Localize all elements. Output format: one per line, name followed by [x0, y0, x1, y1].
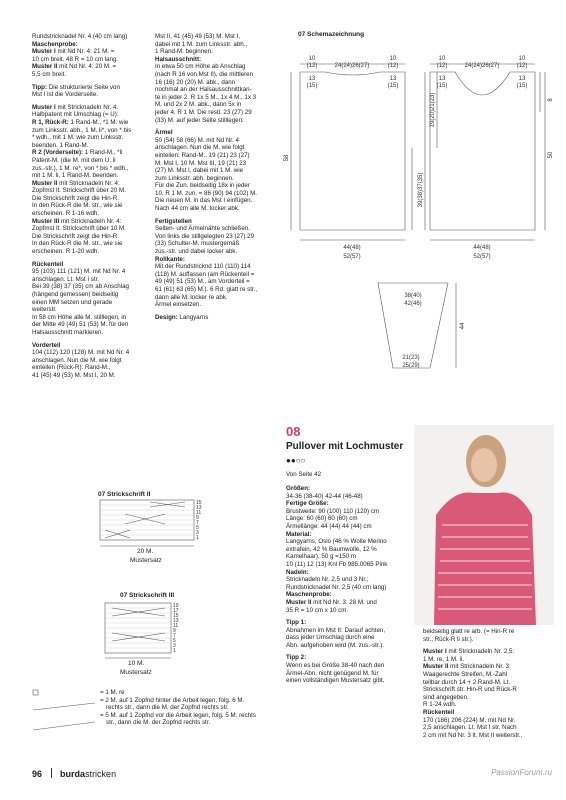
row-number: 15	[196, 500, 202, 506]
dim-label: 24(24)26(27)	[464, 63, 500, 69]
text-line: Mst I ist die Vorderseite.	[32, 91, 99, 99]
text-line: anschlagen. Nun die M. wie folgt	[155, 144, 245, 152]
dim-label: 13	[518, 76, 526, 82]
text-line: der Mitte 49 (49) 51 (53) M. für den	[32, 321, 129, 329]
text: Langyarns	[177, 313, 209, 321]
text-line: Abnahmen im Mst II: Darauf achten,	[286, 626, 386, 634]
dim-label: (12)	[516, 63, 528, 69]
dim-label: 24(24)26(27)	[334, 63, 370, 69]
text-line: te in jeder 2. R 1x 5 M., 1x 4 M., 1x 3	[155, 93, 257, 101]
text-line: Abn. aufgehoben wird (M. zus.-str.).	[286, 641, 385, 649]
row-number: 13	[196, 505, 202, 511]
text-line: Rundstricknadel Nr. 4 (40 cm lang)	[32, 33, 128, 40]
text-line: 1 M. re, 1 M. li.	[423, 655, 464, 663]
text-line: Ärmel einsetzen.	[155, 301, 202, 309]
text-line: Länge: 60 (60) 60 (60) cm	[286, 515, 358, 523]
text-line: Zopfmst lt. Strickschrift über 10 M.	[32, 225, 126, 233]
row-number: 17	[173, 608, 179, 614]
text-line: erscheinen. R 1-20 wdh.	[32, 248, 100, 256]
bold-label: Tipp:	[32, 83, 48, 91]
heading-fertige-groesse: Fertige Größe:	[286, 500, 329, 508]
text-line: einteilen: Rand-M., 19 (21) 23 (27)	[155, 151, 250, 159]
legend-item: = 2 M. auf 1 Zopfnd hinter die Arbeit legen, folg. 6 M.	[100, 696, 245, 704]
text: 1 Rand-M., *li	[83, 149, 123, 157]
row-number: 13	[173, 618, 179, 624]
dim-label: 8	[548, 98, 554, 102]
text: mit Stricknadeln Nr. 3:	[448, 663, 511, 671]
row-number: 19	[173, 603, 179, 609]
dim-label: 21(23)	[402, 355, 420, 361]
heading-groessen: Größen:	[286, 485, 311, 492]
heading-tipp-2: Tipp 2:	[286, 654, 307, 662]
bold-label: R 1, Rück-R:	[32, 118, 69, 126]
strickschrift-3-width: 10 M.	[128, 660, 145, 667]
text-line: einteilen (Rück-R): Rand-M.,	[32, 364, 111, 372]
dim-label: 10	[438, 56, 446, 62]
text-line: anschlagen. Nun die M. wie folgt	[32, 356, 122, 364]
dim-label: 42(46)	[404, 301, 422, 307]
back-piece-outline	[300, 72, 405, 230]
heading-maschenprobe: Maschenprobe:	[32, 40, 78, 48]
legend-item: rechts str., dann die M. der Zopfnd rechts str.	[106, 704, 229, 712]
bold-label: R 2 (Vorderseite):	[32, 149, 84, 157]
text: mit Stricknadeln Nr. 4:	[57, 179, 120, 187]
dim-label: 50	[548, 151, 554, 159]
text: mit Nd Nr. 3: 28 M. und	[311, 598, 377, 606]
dim-label: 10	[308, 56, 316, 62]
text: mit Nd Nr. 4: 21 M. =	[55, 48, 115, 56]
text-line: Bei 39 (38) 37 (35) cm ab Anschlag	[32, 283, 129, 291]
legend-symbols	[33, 690, 95, 730]
text-line: Von links die stillgelegten 23 (27) 29	[155, 232, 255, 240]
text-line: Brustweite: 90 (100) 110 (120) cm	[286, 507, 380, 515]
text-line: Kamelhaar); 50 g =150 m	[286, 553, 356, 561]
row-number: 3	[196, 530, 199, 536]
text-line: Halsausschnitt markieren.	[32, 328, 104, 336]
text-line: 16 (16) 20 (20) M. abk., dann	[155, 78, 236, 86]
text-line: Mst II, 41 (45) 49 (53) M. Mst I,	[155, 33, 240, 40]
strickschrift-2-width: 20 M.	[137, 548, 154, 555]
text-line: zum Linksstr. abh., 1 M. li*, von * bis	[32, 126, 132, 134]
text-line: (118) M. auffassen (am Rückenteil =	[155, 270, 255, 278]
row-number: 1	[196, 535, 199, 541]
text-line: zum Linksstr. abh. beginnen.	[155, 174, 234, 182]
strickschrift-3-grid	[105, 603, 171, 653]
legend-item: str., dann die M. der Zopfnd rechts str.	[106, 719, 211, 727]
brand-suffix: stricken	[85, 769, 117, 779]
text-line: Langyarns, Oslo (46 % Wolle Merino	[286, 538, 387, 546]
dim-label: 10	[389, 56, 397, 62]
strickschrift-2-sub: Mustersatz	[130, 557, 162, 564]
dim-label: (15)	[387, 83, 399, 89]
watermark: PassionForum.ru	[491, 768, 552, 777]
text-line: (33) M. auf jeder Seite stilllegen.	[155, 116, 244, 124]
dim-label: (15)	[306, 83, 318, 89]
difficulty-dots: ●●○○	[286, 456, 306, 465]
text-line: beenden, 1 Rand-M.	[32, 141, 89, 149]
row-number: 3	[173, 643, 176, 649]
row-number: 11	[173, 623, 179, 629]
dim-label: (12)	[306, 63, 318, 69]
row-number: 15	[173, 613, 179, 619]
text-line: 104 (112) 120 (128) M. mit Nd Nr. 4	[32, 349, 130, 357]
strickschrift-3-title: 07 Strickschrift III	[120, 592, 175, 599]
heading-aermel: Ärmel	[155, 129, 173, 137]
text-line: erscheinen. R 1-16 wdh.	[32, 210, 100, 218]
heading-vorderteil: Vorderteil	[32, 341, 61, 349]
text-line: (nach R 16 von Mst II), die mittleren	[155, 70, 254, 78]
row-number: 1	[173, 648, 176, 654]
dim-label: 25(29)	[402, 363, 420, 369]
text-line: Stricknadeln Nr. 2,5 und 3 Nr.;	[286, 576, 369, 584]
heading-rollkante: Rollkante:	[155, 255, 185, 263]
text-line: jeder 4. R 1 M. Die restl. 23 (27) 29	[155, 108, 252, 116]
text: mit Stricknadeln Nr. 2,5:	[446, 648, 515, 656]
text-line: beidseitig glatt re arb. (= Hin-R re	[423, 628, 515, 635]
dim-label: 52(57)	[343, 254, 361, 260]
heading-material: Material:	[286, 530, 312, 538]
text-line: In den Rück-R die M. str., wie sie	[32, 202, 123, 210]
text-line: 10 (11) 12 (13) Knl Fb 985.0065 Pink	[286, 560, 388, 568]
text-line: (hängend gemessen) beidseitig	[32, 291, 119, 298]
text-line: nochmal an der Halsausschnittkan-	[155, 86, 252, 94]
text-line: In 58 cm Höhe alle M. stilllegen, in	[32, 313, 127, 321]
text-line: Die neuen M. in das Mst I einfügen.	[155, 197, 253, 205]
von-seite: Von Seite 42	[286, 471, 322, 478]
column-4	[423, 628, 553, 744]
text-line: Patent-M. (die M. mit dem U. li	[32, 156, 116, 164]
text-line: 170 (186) 206 (224) M. mit Nd Nr.	[423, 716, 516, 724]
bold-label: Muster III	[32, 217, 60, 225]
text-line: Wenn es bei Größe 38-40 nach den	[286, 662, 385, 670]
heading-fertigstellen: Fertigstellen	[155, 217, 192, 225]
row-number: 9	[196, 515, 199, 521]
bold-label: Muster II	[32, 179, 58, 187]
dim-label: 13	[438, 76, 446, 82]
text-line: Die Strickschrift zeigt die Hin-R.	[32, 194, 119, 202]
text-line: Halbpatent mit Umschlag (= U):	[32, 111, 119, 119]
bold-label: Muster I	[423, 648, 447, 656]
text-line: Zopfmst lt. Strickschrift über 20 M.	[32, 187, 126, 195]
dim-label: 10	[518, 56, 526, 62]
text-line: Strickschrift str. Hin-R und Rück-R	[423, 686, 517, 694]
text-line: anschlagen. Lt. Mst I str.	[32, 275, 100, 283]
row-number: 9	[173, 628, 176, 634]
text-line: M. und 2x 2 M. abk., dann 5x in	[155, 101, 242, 109]
text-line: zus.-str.), 1 M. re*, von * bis * wdh.,	[32, 164, 129, 172]
text: mit Nd Nr. 4: 20 M. =	[57, 63, 117, 71]
column-1	[32, 33, 152, 385]
text-line: einen MM setzen und gerade	[32, 298, 113, 306]
dim-label: 44(48)	[343, 245, 361, 251]
dim-label: 52(57)	[473, 254, 491, 260]
row-number: 7	[196, 520, 199, 526]
strickschrift-2-title: 07 Strickschrift II	[98, 491, 151, 498]
text-line: Rundstricknadel Nr. 2,5 (40 cm lang)	[286, 583, 387, 591]
dim-label: 44(48)	[473, 245, 491, 251]
dim-label: 13	[308, 76, 316, 82]
text-line: dabei mit 1 M. zum Linksstr. abh.,	[155, 40, 248, 48]
heading-rueckenteil: Rückenteil	[32, 260, 64, 268]
text-line: 10. R 1 M. zun. = 86 (90) 94 (102) M.	[155, 189, 257, 197]
text-line: 2,5 anschlagen. Lt. Mst I str. Nach	[423, 724, 517, 732]
legend-item: = 5 M. auf 1 Zopfnd vor die Arbeit legen, folg. 5 M. rechts	[100, 711, 256, 719]
strickschrift-2-grid	[100, 500, 194, 540]
dim-label: 19(20)21(23)	[430, 92, 436, 128]
legend-item: = 1 M. re	[100, 689, 125, 696]
text-line: Seiten- und Ärmelnähte schließen.	[155, 225, 250, 233]
row-number: 5	[196, 525, 199, 531]
text: Die strukturierte Seite von	[47, 83, 120, 91]
dim-label: (15)	[516, 83, 528, 89]
text-line: einen vollständigen Mustersatz gibt,	[286, 677, 385, 685]
legend	[100, 689, 300, 727]
text-line: 5,5 cm breit.	[32, 70, 67, 78]
column-2	[155, 33, 283, 326]
dim-label: 39(38)37(35)	[418, 172, 424, 208]
dim-label: (12)	[387, 63, 399, 69]
heading-maschenprobe: Maschenprobe:	[286, 591, 332, 599]
text-line: 2 cm mit Nd Nr. 3 lt. Mst II weiterstr.,	[423, 731, 523, 739]
text-line: sind angegeben.	[423, 693, 469, 701]
text-line: dass jeder Umschlag durch eine	[286, 634, 375, 642]
text-line: dann alle M. locker re abk.	[155, 293, 228, 301]
text-line: zus.-str. und dabei locker abk.	[155, 248, 238, 256]
sleeve-outline	[378, 283, 448, 368]
pattern-title: Pullover mit Lochmuster	[286, 441, 404, 452]
text: mit Stricknadeln Nr. 4:	[55, 103, 118, 111]
text-line: Ärmellänge: 44 (44) 44 (44) cm	[286, 522, 372, 530]
bold-label: Design:	[155, 313, 178, 321]
page-footer	[32, 768, 116, 779]
divider	[51, 768, 52, 778]
model-photo	[414, 425, 554, 625]
front-piece-outline	[430, 72, 535, 230]
text-line: teilbar durch 14 + 2 Rand-M. Lt.	[423, 678, 511, 686]
bold-label: Muster I	[32, 103, 56, 111]
sweater-illustration	[414, 425, 554, 625]
heading-halsausschnitt: Halsausschnitt:	[155, 55, 202, 63]
dim-label: 13	[389, 76, 397, 82]
text-line: Ärmel-Abn. nicht genügend M. für	[286, 669, 379, 677]
text-line: 35 R = 10 cm x 10 cm.	[286, 606, 349, 614]
text-line: (33) Schulter-M. mustergemäß	[155, 240, 240, 248]
brand-name: burda	[60, 769, 86, 779]
column-3	[286, 485, 414, 690]
text-line: Waagerechte Streifen, M.-Zahl	[423, 670, 508, 678]
text-line: In den Rück-R die M. str., wie sie	[32, 240, 123, 248]
dim-label: 38(40)	[404, 293, 422, 299]
text-line: weiterstr.	[32, 306, 57, 314]
schema-title: 07 Schemazeichnung	[298, 31, 365, 38]
text-line: 10 cm breit. 48 R = 10 cm lang.	[32, 55, 119, 63]
text-line: 50 (54) 58 (66) M. mit Nd Nr. 4	[155, 136, 239, 144]
text-line: * wdh., mit 1 M. wie zum Linksstr.	[32, 134, 124, 142]
row-number: 5	[173, 638, 176, 644]
text-line: mit 1 M. li, 1 Rand-M. beenden.	[32, 172, 119, 180]
text-line: 49 (49) 51 (53) M., am Vorderteil =	[155, 278, 250, 286]
text-line: 61 (61) 63 (65) M.). 6 Rd. glatt re str.,	[155, 286, 258, 293]
pattern-number: 08	[286, 424, 301, 439]
text: 1 Rand-M., *1 M. wie	[68, 118, 129, 126]
bold-label: Muster II	[286, 598, 312, 606]
text-line: In etwa 50 cm Höhe ab Anschlag	[155, 63, 246, 71]
bold-label: Muster II	[423, 663, 449, 671]
text-line: Nach 44 cm alle M. locker abk.	[155, 205, 240, 213]
row-number: 7	[173, 633, 176, 639]
bold-label: Muster I	[32, 48, 56, 56]
dim-label: 44	[460, 322, 466, 330]
text-line: R 1-24 wdh.	[423, 701, 457, 709]
text-line: M. Mst I, 10 M. Mst III, 19 (21) 23	[155, 159, 247, 167]
dim-label: (15)	[436, 83, 448, 89]
text-line: 41 (45) 49 (53) M. Mst I, 20 M.	[32, 371, 116, 379]
bold-label: Muster II	[32, 63, 58, 71]
heading-tipp-1: Tipp 1:	[286, 619, 307, 627]
text-line: 1 Rand-M. beginnen.	[155, 48, 213, 56]
text-line: Mit der Rundstricknd 110 (110) 114	[155, 263, 251, 271]
text-line: Für die Zun. beidseitig 18x in jeder	[155, 182, 250, 190]
heading-nadeln: Nadeln:	[286, 568, 309, 576]
text-line: extrafein, 42 % Baumwolle, 12 %	[286, 545, 377, 553]
row-number: 11	[196, 510, 202, 516]
text-line: Die Strickschrift zeigt die Hin-R.	[32, 232, 119, 240]
page-number: 96	[32, 769, 43, 779]
text-line: 34-36 (38-40) 42-44 (46-48)	[286, 492, 363, 500]
heading-rueckenteil: Rückenteil	[423, 708, 455, 716]
text: mit Stricknadeln Nr. 4:	[59, 217, 122, 225]
dim-label: (12)	[436, 63, 448, 69]
text-line: 95 (103) 111 (121) M. mit Nd Nr. 4	[32, 268, 126, 276]
text-line: str., Rück-R li str.).	[423, 635, 474, 643]
text-line: (27) M. Mst I, dabei mit 1 M. wie	[155, 167, 244, 175]
dim-label: 58	[284, 154, 290, 162]
strickschrift-3-sub: Mustersatz	[120, 669, 152, 676]
